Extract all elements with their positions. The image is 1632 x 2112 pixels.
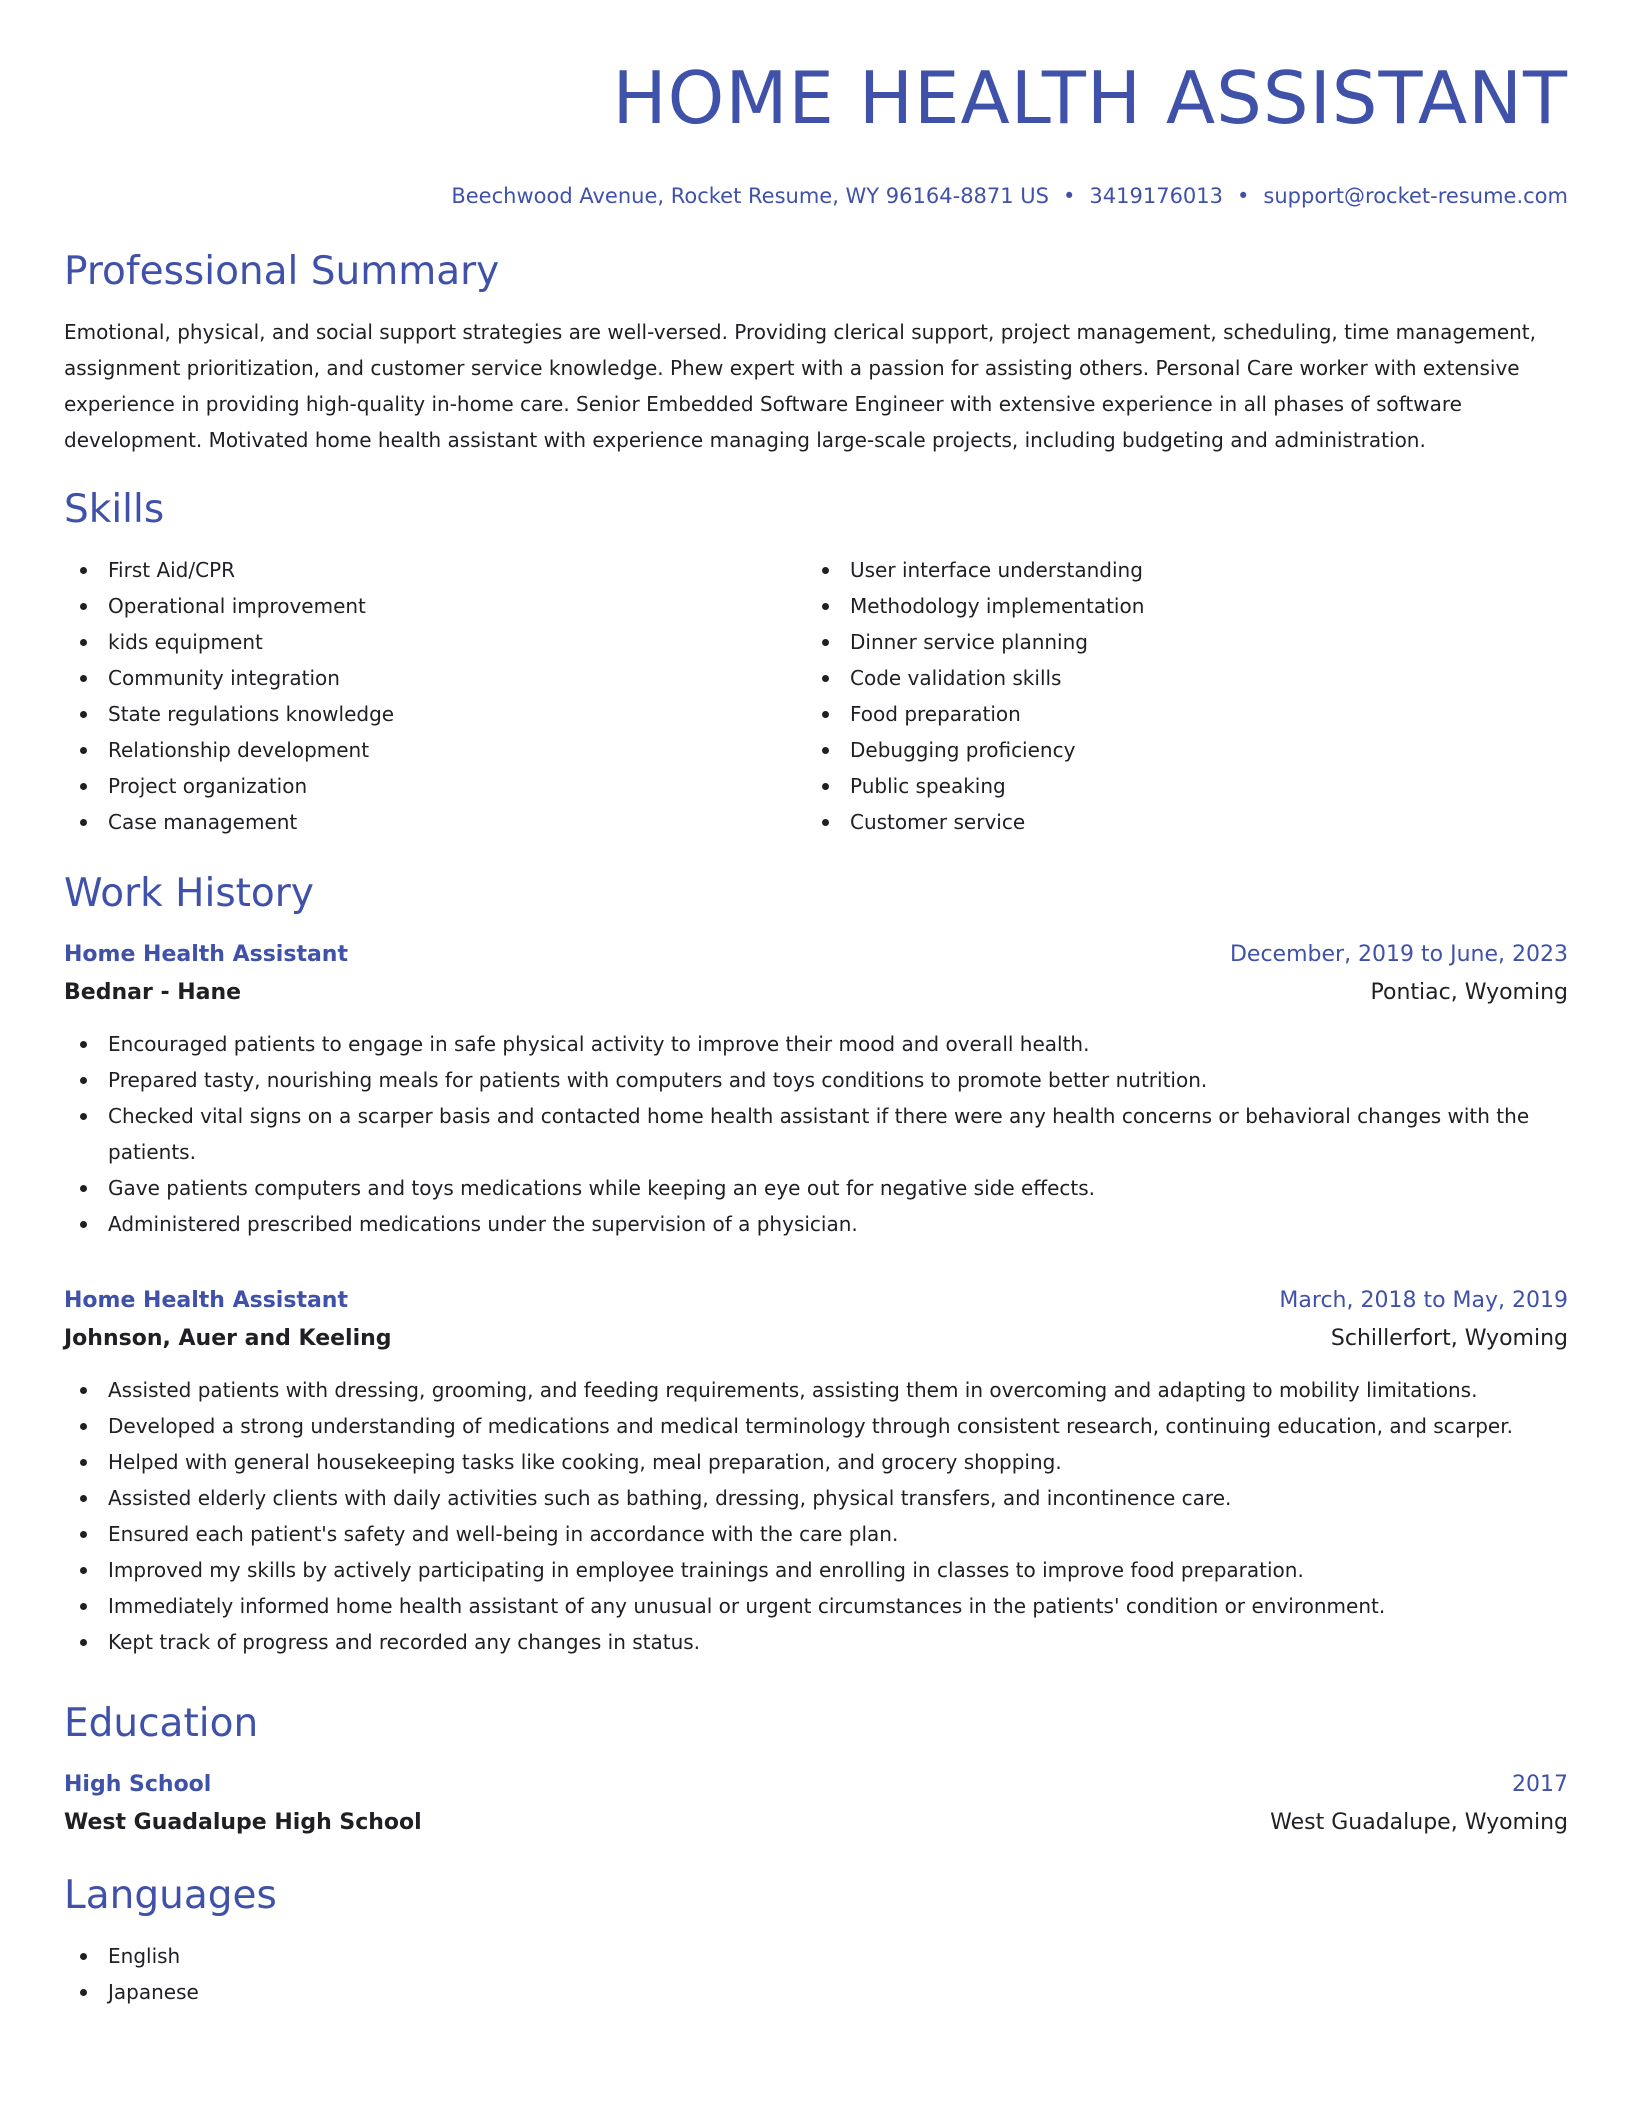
- job-bullet: Encouraged patients to engage in safe physical activity to improve their mood and overall health.: [64, 1026, 1568, 1062]
- job-dates: March, 2018 to May, 2019: [1279, 1288, 1568, 1313]
- skill-item: User interface understanding: [806, 552, 1548, 588]
- job-bullet: Improved my skills by actively participating in employee trainings and enrolling in classes to improve food preparation.: [64, 1552, 1568, 1588]
- skill-item: Code validation skills: [806, 660, 1548, 696]
- education-year: 2017: [1512, 1772, 1568, 1797]
- job-company: Johnson, Auer and Keeling: [64, 1326, 392, 1351]
- education-header: [64, 1766, 1568, 1804]
- job-title: Home Health Assistant: [64, 942, 348, 967]
- job-bullet: Administered prescribed medications under the supervision of a physician.: [64, 1206, 1568, 1242]
- contact-separator: •: [1063, 184, 1076, 208]
- education-school: West Guadalupe High School: [64, 1810, 422, 1835]
- skill-item: Food preparation: [806, 696, 1548, 732]
- section-title-skills: Skills: [64, 487, 165, 532]
- section-title-languages: Languages: [64, 1873, 277, 1918]
- job-title: Home Health Assistant: [64, 1288, 348, 1313]
- job-subheader: [64, 974, 1568, 1012]
- skills-columns: [64, 552, 1568, 840]
- skill-item: Customer service: [806, 804, 1548, 840]
- section-title-summary: Professional Summary: [64, 249, 500, 294]
- summary-text: Emotional, physical, and social support strategies are well-versed. Providing clerical support, project management, scheduling, time management, assignment prioritization, and customer service knowledge. Phew expert with a passion for assisting others. Personal Care worker with extensive experience in providing high-quality in-home care. Senior Embedded Software Engineer with extensive experience in all phases of software development. Motivated home health assistant with experience managing large-scale projects, including budgeting and administration.: [64, 320, 1536, 452]
- job-bullets: [64, 1026, 1568, 1242]
- skill-item: Project organization: [64, 768, 806, 804]
- job-header: [64, 936, 1568, 974]
- job-entry: [64, 936, 1568, 1242]
- job-company: Bednar - Hane: [64, 980, 242, 1005]
- job-bullet: Assisted elderly clients with daily activities such as bathing, dressing, physical transfers, and incontinence care.: [64, 1480, 1568, 1516]
- skills-section: [64, 486, 1568, 840]
- skills-list-left: [64, 552, 806, 840]
- job-bullet: Prepared tasty, nourishing meals for patients with computers and toys conditions to promote better nutrition.: [64, 1062, 1568, 1098]
- education-subheader: [64, 1804, 1568, 1842]
- job-bullet: Gave patients computers and toys medications while keeping an eye out for negative side effects.: [64, 1170, 1568, 1206]
- skill-item: Methodology implementation: [806, 588, 1548, 624]
- contact-address: Beechwood Avenue, Rocket Resume, WY 96164-8871 US: [451, 184, 1050, 208]
- skill-item: Dinner service planning: [806, 624, 1548, 660]
- job-bullet: Assisted patients with dressing, grooming, and feeding requirements, assisting them in overcoming and adapting to mobility limitations.: [64, 1372, 1568, 1408]
- job-bullet: Helped with general housekeeping tasks like cooking, meal preparation, and grocery shopping.: [64, 1444, 1568, 1480]
- job-bullet: Kept track of progress and recorded any changes in status.: [64, 1624, 1568, 1660]
- skill-item: Relationship development: [64, 732, 806, 768]
- languages-list: [64, 1938, 1568, 2010]
- job-entry: [64, 1282, 1568, 1660]
- job-location: Schillerfort, Wyoming: [1330, 1326, 1568, 1351]
- work-history-section: [64, 870, 1568, 1660]
- resume-name: HOME HEALTH ASSISTANT: [612, 56, 1568, 140]
- section-title-work-history: Work History: [64, 871, 314, 916]
- skill-item: State regulations knowledge: [64, 696, 806, 732]
- job-header: [64, 1282, 1568, 1320]
- skill-item: Debugging proficiency: [806, 732, 1548, 768]
- skill-item: Community integration: [64, 660, 806, 696]
- education-degree: High School: [64, 1772, 212, 1797]
- skill-item: Public speaking: [806, 768, 1548, 804]
- contact-separator: •: [1237, 184, 1250, 208]
- education-section: [64, 1700, 1568, 1842]
- job-location: Pontiac, Wyoming: [1370, 980, 1568, 1005]
- language-item: Japanese: [64, 1974, 1568, 2010]
- job-bullet: Immediately informed home health assistant of any unusual or urgent circumstances in the patients' condition or environment.: [64, 1588, 1568, 1624]
- job-dates: December, 2019 to June, 2023: [1229, 942, 1568, 967]
- skill-item: First Aid/CPR: [64, 552, 806, 588]
- skill-item: kids equipment: [64, 624, 806, 660]
- languages-section: [64, 1872, 1568, 2010]
- skills-list-right: [806, 552, 1548, 840]
- section-title-education: Education: [64, 1701, 259, 1746]
- job-bullets: [64, 1372, 1568, 1660]
- skill-item: Case management: [64, 804, 806, 840]
- job-bullet: Checked vital signs on a scarper basis and contacted home health assistant if there were any health concerns or behavioral changes with the patients.: [64, 1098, 1568, 1170]
- job-bullet: Ensured each patient's safety and well-being in accordance with the care plan.: [64, 1516, 1568, 1552]
- summary-section: [64, 248, 1568, 458]
- job-bullet: Developed a strong understanding of medications and medical terminology through consistent research, continuing education, and scarper.: [64, 1408, 1568, 1444]
- language-item: English: [64, 1938, 1568, 1974]
- contact-line: [64, 182, 1568, 210]
- contact-email: support@rocket-resume.com: [1263, 184, 1568, 208]
- education-location: West Guadalupe, Wyoming: [1270, 1810, 1568, 1835]
- contact-phone: 3419176013: [1089, 184, 1224, 208]
- skill-item: Operational improvement: [64, 588, 806, 624]
- job-subheader: [64, 1320, 1568, 1358]
